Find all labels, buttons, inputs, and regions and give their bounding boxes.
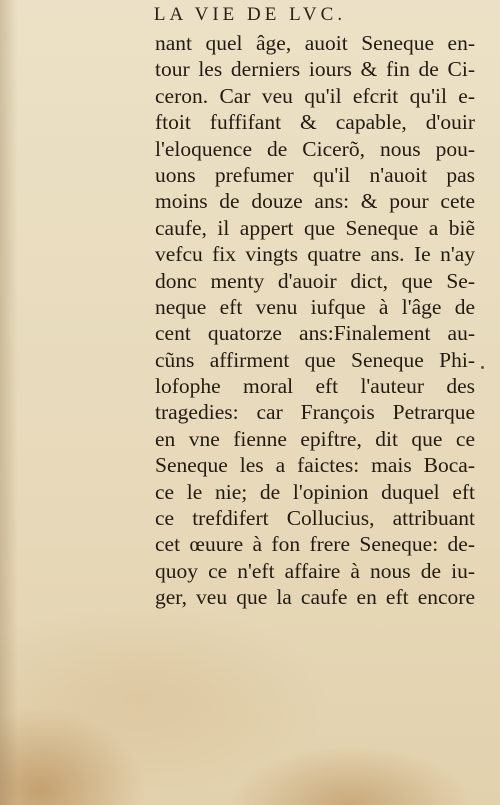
text-line: Seneque les a faictes: mais Boca-	[155, 453, 475, 478]
text-line: donc menty d'auoir dict, que Se-	[155, 268, 475, 293]
body-text	[155, 30, 475, 611]
text-line: nant quel âge, auoit Seneque en-	[155, 31, 475, 55]
text-line: l'eloquence de Cicerõ, nous pou-	[155, 136, 475, 161]
text-line: tour les derniers iours & fin de Ci-	[155, 57, 475, 82]
text-line: cent quatorze ans:Finalement au-	[155, 321, 475, 346]
ink-speck	[481, 366, 484, 369]
text-line: caufe, il appert que Seneque a biẽ	[155, 215, 475, 240]
text-line: cũns affirment que Seneque Phi-	[155, 347, 475, 372]
text-line: ce le nie; de l'opinion duquel eft	[155, 479, 475, 504]
text-line: neque eft venu iufque à l'âge de	[155, 294, 475, 319]
text-line: moins de douze ans: & pour cete	[155, 189, 475, 214]
text-line: ftoit fuffifant & capable, d'ouir	[155, 110, 475, 135]
text-line: lofophe moral eft l'auteur des	[155, 374, 475, 399]
running-head: LA VIE DE LVC.	[153, 4, 347, 25]
text-line: cet œuure à fon frere Seneque: de-	[155, 532, 475, 557]
text-line: en vne fienne epiftre, dit que ce	[155, 426, 475, 451]
text-line: vefcu fix vingts quatre ans. Ie n'ay	[155, 242, 475, 267]
text-line: ceron. Car veu qu'il efcrit qu'il e-	[155, 83, 475, 108]
text-line: quoy ce n'eft affaire à nous de iu-	[155, 558, 475, 583]
text-line: tragedies: car François Petrarque	[155, 400, 475, 425]
text-line: ce trefdifert Collucius, attribuant	[155, 506, 475, 531]
text-line: ger, veu que la caufe en eft encore	[155, 585, 475, 610]
text-line: uons prefumer qu'il n'auoit pas	[155, 162, 475, 187]
